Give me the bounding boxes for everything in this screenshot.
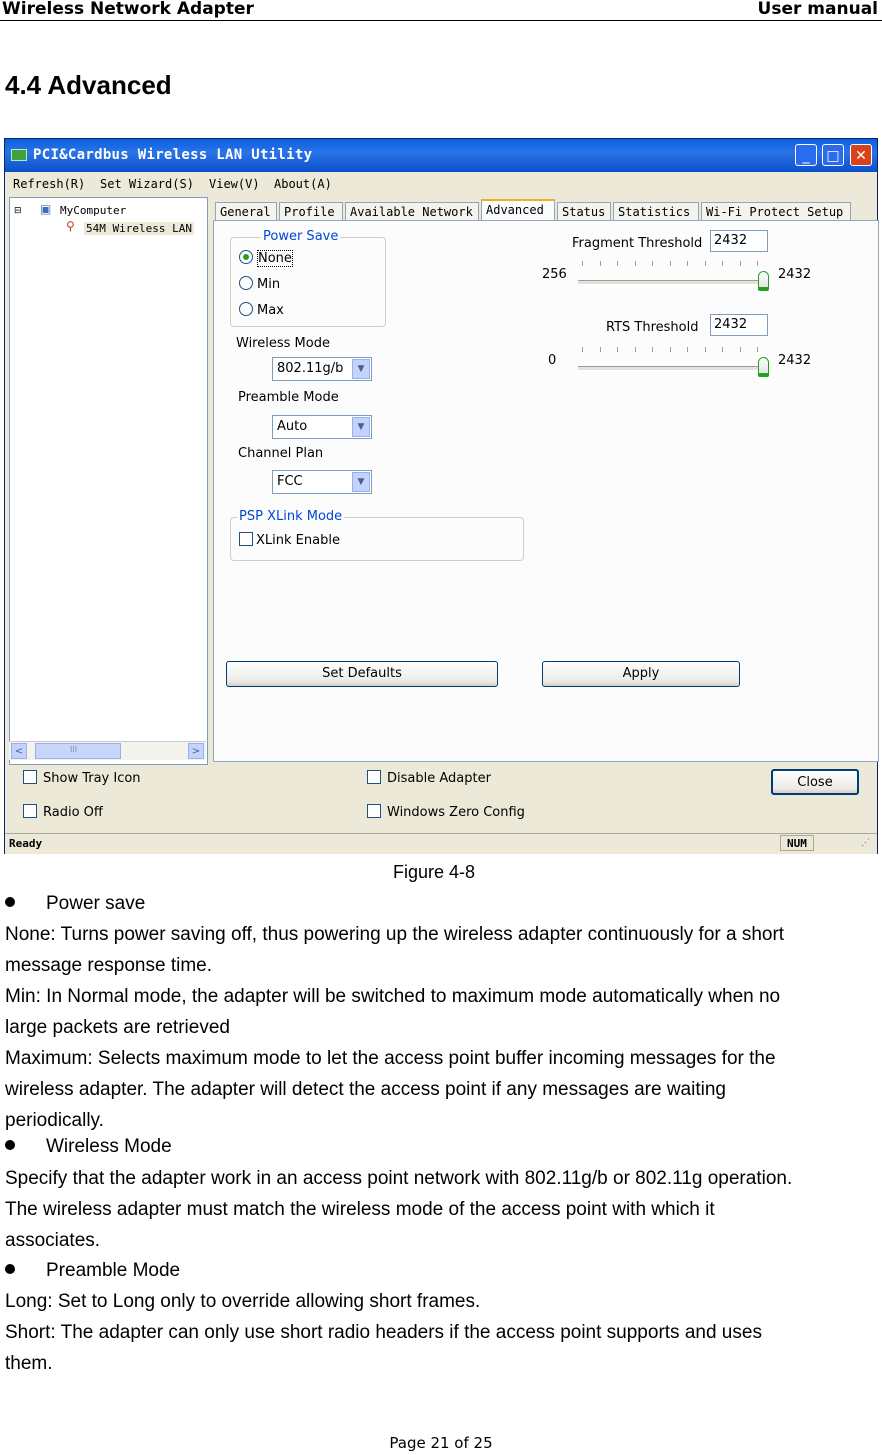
slider-tick: [740, 261, 741, 266]
text-line: The wireless adapter must match the wireless mode of the access point with which it: [5, 1199, 715, 1220]
rts-slider-thumb[interactable]: [758, 357, 769, 377]
radio-max-label: Max: [257, 303, 284, 318]
psp-xlink-label: PSP XLink Mode: [239, 509, 343, 524]
windows-zero-config-checkbox[interactable]: [367, 804, 525, 820]
radio-max[interactable]: [239, 302, 284, 318]
slider-tick: [670, 347, 671, 352]
text-line: None: Turns power saving off, thus powering up the wireless adapter continuously for a short: [5, 924, 785, 945]
radio-min-label: Min: [257, 277, 281, 292]
tab-wifi-protect-setup[interactable]: Wi-Fi Protect Setup: [701, 202, 851, 221]
slider-tick: [722, 261, 723, 266]
text-line: periodically.: [5, 1110, 104, 1131]
scroll-right-icon[interactable]: >: [188, 743, 204, 759]
computer-icon: ▣: [40, 202, 52, 216]
show-tray-icon-label: Show Tray Icon: [43, 771, 141, 786]
checkbox-icon: [239, 532, 253, 546]
rts-slider-track[interactable]: [578, 366, 764, 371]
scroll-left-icon[interactable]: <: [11, 743, 27, 759]
slider-tick: [635, 261, 636, 266]
slider-tick: [705, 261, 706, 266]
tab-general[interactable]: General: [215, 202, 277, 221]
menu-bar: [5, 173, 877, 195]
slider-tick: [635, 347, 636, 352]
radio-min[interactable]: [239, 276, 280, 292]
slider-tick: [582, 347, 583, 352]
slider-tick: [617, 261, 618, 266]
text-line: Short: The adapter can only use short radio headers if the access point supports and uses: [5, 1322, 762, 1343]
preamble-mode-paragraph: [5, 1286, 881, 1379]
menu-refresh[interactable]: Refresh(R): [13, 177, 86, 191]
fragment-min-label: 256: [542, 267, 567, 282]
rts-threshold-label: RTS Threshold: [606, 320, 699, 335]
text-line: associates.: [5, 1230, 101, 1251]
preamble-mode-select[interactable]: [272, 415, 372, 439]
tab-advanced[interactable]: Advanced: [481, 199, 555, 221]
fragment-slider-track[interactable]: [578, 280, 764, 285]
bullet-dot-icon: [5, 1264, 15, 1274]
bullet-text: Power save: [46, 893, 146, 914]
checkbox-icon: [23, 804, 37, 818]
rts-min-label: 0: [548, 353, 557, 368]
fragment-slider-ticks: [582, 261, 758, 267]
page-footer: Page 21 of 25: [389, 1434, 493, 1452]
menu-view[interactable]: View(V): [209, 177, 260, 191]
scroll-grip-icon: III: [70, 745, 78, 754]
app-icon: [11, 149, 27, 161]
slider-tick: [652, 347, 653, 352]
collapse-icon[interactable]: ⊟: [14, 206, 22, 216]
psp-xlink-group: [230, 509, 524, 561]
slider-tick: [705, 347, 706, 352]
wireless-mode-value: 802.11g/b: [277, 361, 344, 376]
bullet-dot-icon: [5, 897, 15, 907]
close-button[interactable]: Close: [771, 769, 859, 795]
xlink-enable-checkbox[interactable]: [239, 532, 340, 548]
device-tree[interactable]: [9, 197, 208, 765]
rts-slider-ticks: [582, 347, 758, 353]
radio-none-label: None: [258, 251, 292, 266]
wireless-mode-paragraph: [5, 1163, 881, 1256]
checkbox-icon: [367, 804, 381, 818]
tab-statistics[interactable]: Statistics: [613, 202, 699, 221]
power-save-group: [230, 229, 386, 327]
slider-tick: [740, 347, 741, 352]
power-save-label: Power Save: [263, 229, 339, 244]
slider-tick: [600, 261, 601, 266]
section-title: 4.4 Advanced: [5, 70, 172, 100]
menu-about[interactable]: About(A): [274, 177, 332, 191]
wireless-mode-label: Wireless Mode: [236, 336, 330, 351]
slider-tick: [687, 347, 688, 352]
figure-caption: Figure 4-8: [393, 862, 476, 882]
chevron-down-icon[interactable]: ▼: [352, 359, 370, 379]
chevron-down-icon[interactable]: ▼: [352, 472, 370, 492]
disable-adapter-label: Disable Adapter: [387, 771, 491, 786]
radio-selected-icon: [239, 250, 253, 264]
text-line: Min: In Normal mode, the adapter will be switched to maximum mode automatically when no: [5, 986, 781, 1007]
tree-hscrollbar[interactable]: [9, 741, 206, 760]
tree-root-mycomputer[interactable]: MyComputer: [60, 204, 127, 217]
text-line: them.: [5, 1353, 53, 1374]
text-line: large packets are retrieved: [5, 1017, 230, 1038]
xlink-enable-label: XLink Enable: [256, 533, 340, 548]
fragment-slider-thumb[interactable]: [758, 271, 769, 291]
bullet-text: Preamble Mode: [46, 1260, 181, 1281]
tab-profile[interactable]: Profile: [279, 202, 343, 221]
maximize-button[interactable]: □: [822, 144, 844, 166]
resize-grip-icon: ⋰: [861, 838, 870, 848]
title-bar[interactable]: [5, 139, 877, 172]
page-header: [0, 0, 882, 21]
window-close-button[interactable]: ✕: [850, 144, 872, 166]
header-left: Wireless Network Adapter: [2, 0, 254, 19]
status-text: Ready: [9, 837, 43, 850]
num-lock-indicator: NUM: [780, 835, 814, 851]
fragment-max-label: 2432: [778, 267, 812, 282]
text-line: message response time.: [5, 955, 212, 976]
radio-off-label: Radio Off: [43, 805, 103, 820]
radio-icon: [239, 302, 253, 316]
text-line: wireless adapter. The adapter will detect the access point if any messages are waiting: [5, 1079, 726, 1100]
window-title: PCI&Cardbus Wireless LAN Utility: [33, 147, 313, 163]
fragment-threshold-label: Fragment Threshold: [572, 236, 703, 251]
preamble-mode-label: Preamble Mode: [238, 390, 339, 405]
slider-tick: [582, 261, 583, 266]
status-bar: [5, 833, 877, 854]
bullet-text: Wireless Mode: [46, 1136, 172, 1157]
bullet-preamble-mode: [5, 1260, 181, 1282]
bullet-power-save: [5, 893, 146, 915]
slider-tick: [757, 347, 758, 352]
slider-tick: [722, 347, 723, 352]
slider-tick: [670, 261, 671, 266]
radio-none[interactable]: [239, 250, 293, 266]
tree-item-wireless-lan[interactable]: 54M Wireless LAN: [86, 222, 192, 235]
text-line: Specify that the adapter work in an access point network with 802.11g/b or 802.11g operation.: [5, 1168, 793, 1189]
slider-tick: [687, 261, 688, 266]
bullet-dot-icon: [5, 1140, 15, 1150]
minimize-button[interactable]: _: [795, 144, 817, 166]
menu-set-wizard[interactable]: Set Wizard(S): [100, 177, 194, 191]
text-line: Maximum: Selects maximum mode to let the access point buffer incoming messages for the: [5, 1048, 776, 1069]
text-line: Long: Set to Long only to override allowing short frames.: [5, 1291, 481, 1312]
set-defaults-button[interactable]: Set Defaults: [226, 661, 498, 687]
slider-tick: [757, 261, 758, 266]
bullet-wireless-mode: [5, 1136, 172, 1158]
channel-plan-select[interactable]: [272, 470, 372, 494]
scroll-thumb[interactable]: [35, 743, 121, 759]
wireless-mode-select[interactable]: [272, 357, 372, 381]
rts-max-label: 2432: [778, 353, 812, 368]
apply-button[interactable]: Apply: [542, 661, 740, 687]
windows-zero-config-label: Windows Zero Config: [387, 805, 525, 820]
radio-off-checkbox[interactable]: [23, 804, 103, 820]
checkbox-icon: [23, 770, 37, 784]
channel-plan-label: Channel Plan: [238, 446, 324, 461]
preamble-mode-value: Auto: [277, 419, 308, 434]
power-save-paragraph: [5, 919, 881, 1136]
disable-adapter-checkbox[interactable]: [367, 770, 491, 786]
utility-window: [4, 138, 878, 854]
adapter-icon: ⚲: [66, 219, 75, 233]
advanced-panel: [213, 220, 879, 762]
channel-plan-value: FCC: [277, 474, 303, 489]
tab-available-network[interactable]: Available Network: [345, 202, 479, 221]
radio-icon: [239, 276, 253, 290]
slider-tick: [600, 347, 601, 352]
fragment-threshold-input[interactable]: 2432: [710, 230, 768, 252]
show-tray-icon-checkbox[interactable]: [23, 770, 141, 786]
chevron-down-icon[interactable]: ▼: [352, 417, 370, 437]
tab-status[interactable]: Status: [557, 202, 611, 221]
header-right: User manual: [757, 0, 878, 19]
slider-tick: [617, 347, 618, 352]
checkbox-icon: [367, 770, 381, 784]
rts-threshold-input[interactable]: 2432: [710, 314, 768, 336]
slider-tick: [652, 261, 653, 266]
